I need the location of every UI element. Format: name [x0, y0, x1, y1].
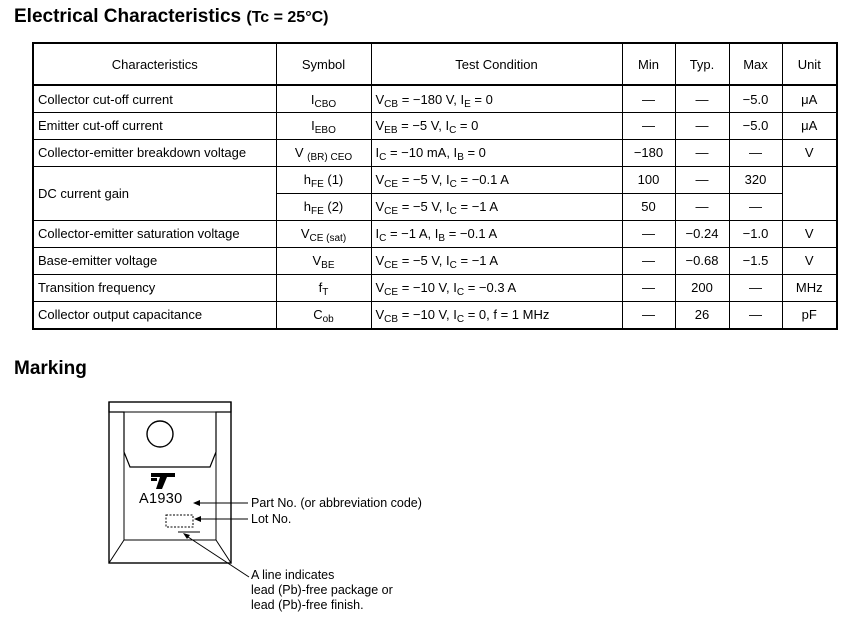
- body-bevel-left: [109, 452, 124, 563]
- header-min: Min: [622, 43, 675, 85]
- lead-free-note-line: lead (Pb)-free package or: [251, 583, 393, 597]
- min-cell: —: [622, 301, 675, 329]
- condition-cell: $V_{EB} = -5$ V, $I_C = 0$: [371, 113, 622, 140]
- unit-cell: V: [782, 220, 837, 247]
- min-cell: —: [622, 274, 675, 301]
- unit-cell: μA: [782, 85, 837, 113]
- max-cell: —: [729, 193, 782, 220]
- max-cell: −5.0: [729, 113, 782, 140]
- header-max: Max: [729, 43, 782, 85]
- unit-cell: pF: [782, 301, 837, 329]
- symbol-cell: $V_{BE}$: [276, 247, 371, 274]
- symbol-cell: $C_{ob}$: [276, 301, 371, 329]
- header-typ: Typ.: [675, 43, 729, 85]
- lead-free-note: [251, 568, 393, 613]
- characteristic-cell: Transition frequency: [33, 274, 276, 301]
- min-cell: —: [622, 220, 675, 247]
- condition-cell: $V_{CE} = -5$ V, $I_C = -1$ A: [371, 193, 622, 220]
- lot-number-box: [166, 515, 193, 527]
- condition-cell: $I_C = -10$ mA, $I_B = 0$: [371, 139, 622, 166]
- characteristic-cell: Collector output capacitance: [33, 301, 276, 329]
- max-cell: −5.0: [729, 85, 782, 113]
- part-no-label: Part No. (or abbreviation code): [251, 496, 422, 510]
- characteristic-cell: Emitter cut-off current: [33, 113, 276, 140]
- symbol-cell: $I_{CBO}$: [276, 85, 371, 113]
- typ-cell: 26: [675, 301, 729, 329]
- condition-cell: $V_{CB} = -10$ V, $I_C = 0$, f = 1 MHz: [371, 301, 622, 329]
- symbol-cell: V $_{(BR) CEO}$: [276, 139, 371, 166]
- condition-cell: $V_{CB} = -180$ V, $I_E = 0$: [371, 85, 622, 113]
- typ-cell: —: [675, 166, 729, 193]
- typ-cell: —: [675, 139, 729, 166]
- symbol-cell: $h_{FE}$ (2): [276, 193, 371, 220]
- header-characteristics: Characteristics: [33, 43, 276, 85]
- header-unit: Unit: [782, 43, 837, 85]
- characteristic-cell: Collector-emitter breakdown voltage: [33, 139, 276, 166]
- symbol-cell: $h_{FE}$ (1): [276, 166, 371, 193]
- mounting-hole-icon: [147, 421, 173, 447]
- symbol-cell: $V_{CE (sat)}$: [276, 220, 371, 247]
- title-condition: (Tc = 25°C): [246, 9, 329, 26]
- condition-cell: $V_{CE} = -10$ V, $I_C = -0.3$ A: [371, 274, 622, 301]
- min-cell: 50: [622, 193, 675, 220]
- typ-cell: —: [675, 193, 729, 220]
- max-cell: —: [729, 274, 782, 301]
- max-cell: 320: [729, 166, 782, 193]
- title-main: Electrical Characteristics: [14, 6, 242, 27]
- min-cell: —: [622, 247, 675, 274]
- typ-cell: −0.24: [675, 220, 729, 247]
- min-cell: —: [622, 85, 675, 113]
- body-bevel-right: [216, 452, 231, 563]
- characteristic-cell: Collector-emitter saturation voltage: [33, 220, 276, 247]
- condition-cell: $V_{CE} = -5$ V, $I_C = -1$ A: [371, 247, 622, 274]
- max-cell: —: [729, 301, 782, 329]
- min-cell: −180: [622, 139, 675, 166]
- manufacturer-logo-icon: [151, 473, 175, 489]
- header-test-condition: Test Condition: [371, 43, 622, 85]
- condition-cell: $I_C = -1$ A, $I_B = -0.1$ A: [371, 220, 622, 247]
- typ-cell: —: [675, 85, 729, 113]
- characteristic-cell: Base-emitter voltage: [33, 247, 276, 274]
- symbol-cell: $f_T$: [276, 274, 371, 301]
- typ-cell: −0.68: [675, 247, 729, 274]
- typ-cell: 200: [675, 274, 729, 301]
- condition-cell: $V_{CE} = -5$ V, $I_C = -0.1$ A: [371, 166, 622, 193]
- lead-free-note-line: lead (Pb)-free finish.: [251, 598, 364, 612]
- unit-cell: V: [782, 247, 837, 274]
- marking-heading: Marking: [14, 358, 87, 379]
- unit-cell: μA: [782, 113, 837, 140]
- characteristic-cell: Collector cut-off current: [33, 85, 276, 113]
- max-cell: —: [729, 139, 782, 166]
- max-cell: −1.0: [729, 220, 782, 247]
- min-cell: —: [622, 113, 675, 140]
- characteristic-cell: DC current gain: [33, 166, 276, 220]
- symbol-cell: $I_{EBO}$: [276, 113, 371, 140]
- unit-cell: MHz: [782, 274, 837, 301]
- package-part-text: A1930: [139, 491, 183, 507]
- lead-free-note-line: A line indicates: [251, 568, 335, 582]
- max-cell: −1.5: [729, 247, 782, 274]
- lot-no-label: Lot No.: [251, 512, 292, 526]
- typ-cell: —: [675, 113, 729, 140]
- header-symbol: Symbol: [276, 43, 371, 85]
- min-cell: 100: [622, 166, 675, 193]
- unit-cell: V: [782, 139, 837, 166]
